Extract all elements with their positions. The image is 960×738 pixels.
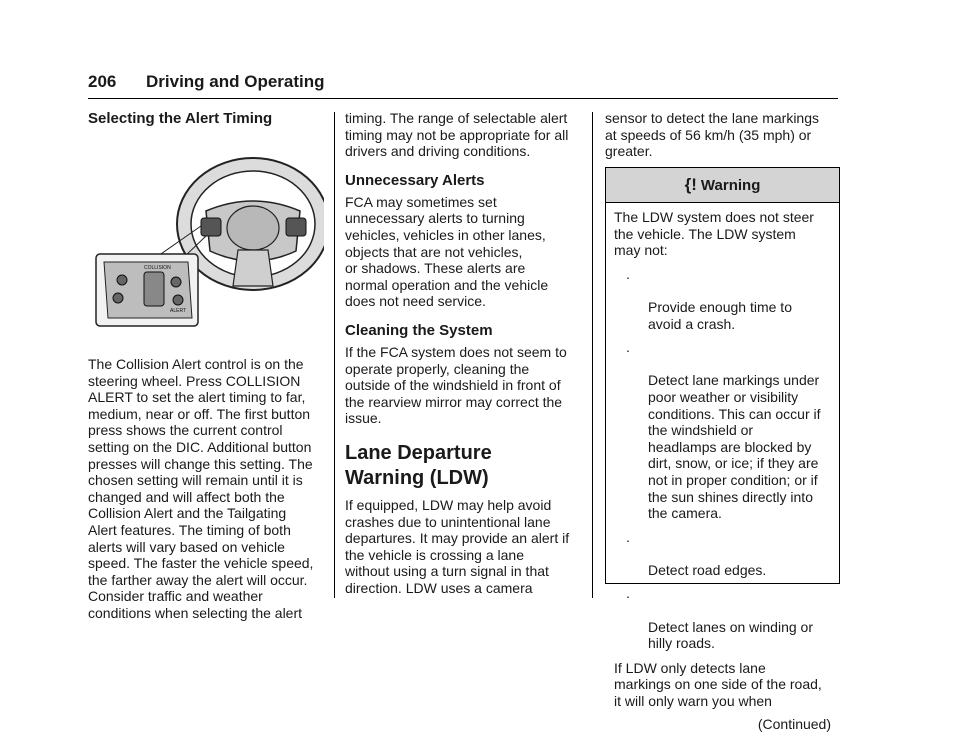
header-rule <box>88 98 838 99</box>
ldw-body: If equipped, LDW may help avoid crashes due to unintentional lane departures. It may provide an alert if the vehicle is crossing a lane without using a turn signal in that direction. LDW uses a camera <box>345 496 570 596</box>
warning-bullet-text: Detect lane markings under poor weather or visibility conditions. This can occur if the windshield or headlamps are blocked by dirt, snow, or ice; if they are not in proper condition; or if the sun shines directly into the camera. <box>648 372 821 522</box>
column-divider-2 <box>592 112 593 598</box>
unnecessary-alerts-body: FCA may sometimes set unnecessary alerts to turning vehicles, vehicles in other lanes, objects that are not vehicles, or shadows. These alerts are normal operation and the vehicle does not need service. <box>345 193 549 310</box>
heading-unnecessary-alerts: Unnecessary Alerts <box>345 171 485 189</box>
label-alert: ALERT <box>170 308 187 314</box>
cleaning-system-body: If the FCA system does not seem to operate properly, cleaning the outside of the windshield in front of the rearview mirror may correct the issue. <box>345 343 567 427</box>
warning-bullet <box>614 266 831 332</box>
steering-wheel-figure <box>88 136 324 346</box>
warning-intro: The LDW system does not steer the vehicle. The LDW system may not: <box>614 209 814 259</box>
bullet-dot: . <box>626 339 630 356</box>
heading-ldw-line1: Lane Departure <box>345 441 492 464</box>
alert-timing-body: The Collision Alert control is on the steering wheel. Press COLLISION ALERT to set the alert timing to far, medium, near or off. The first button press shows the current control setting on the DIC. Additional button presses will change this setting. The chosen setting will remain until it is changed and will affect both the Collision Alert and the Tailgating Alert features. The timing of both alerts will vary based on vehicle speed. The faster the vehicle speed, the farther away the alert will occur. Consider traffic and weather conditions when selecting the alert <box>88 356 314 621</box>
heading-alert-timing: Selecting the Alert Timing <box>88 110 273 127</box>
column-3 <box>605 110 840 160</box>
section-title: Driving and Operating <box>146 72 325 91</box>
warning-title: Warning <box>700 176 761 194</box>
warning-box <box>605 167 840 732</box>
warning-bullet <box>614 529 831 579</box>
warning-outro: If LDW only detects lane markings on one side of the road, it will only warn you when <box>614 659 822 710</box>
alert-timing-continued: timing. The range of selectable alert timing may not be appropriate for all drivers and driving conditions. <box>345 110 569 160</box>
warning-icon: {! <box>684 175 697 194</box>
column-1 <box>88 110 324 622</box>
warning-header <box>606 168 839 203</box>
column-2 <box>345 110 583 596</box>
continued-label: (Continued) <box>757 715 831 732</box>
ldw-body-continued: sensor to detect the lane markings at speeds of 56 km/h (35 mph) or greater. <box>605 110 820 160</box>
bullet-dot: . <box>626 265 630 282</box>
column-divider-1 <box>334 112 335 598</box>
label-collision: COLLISION <box>144 265 171 271</box>
warning-bullet-text: Detect road edges. <box>648 561 767 578</box>
bullet-dot: . <box>626 528 630 545</box>
warning-body <box>606 203 839 738</box>
steering-wheel-illustration <box>88 136 324 346</box>
warning-bullet <box>614 585 831 651</box>
heading-cleaning-system: Cleaning the System <box>345 321 493 339</box>
warning-bullet-text: Detect lanes on winding or hilly roads. <box>648 618 813 652</box>
warning-bullet <box>614 339 831 522</box>
page-number: 206 <box>88 72 117 91</box>
page-header <box>88 72 838 98</box>
bullet-dot: . <box>626 585 630 602</box>
heading-ldw-line2: Warning (LDW) <box>345 466 489 489</box>
warning-bullet-text: Provide enough time to avoid a crash. <box>648 298 792 332</box>
